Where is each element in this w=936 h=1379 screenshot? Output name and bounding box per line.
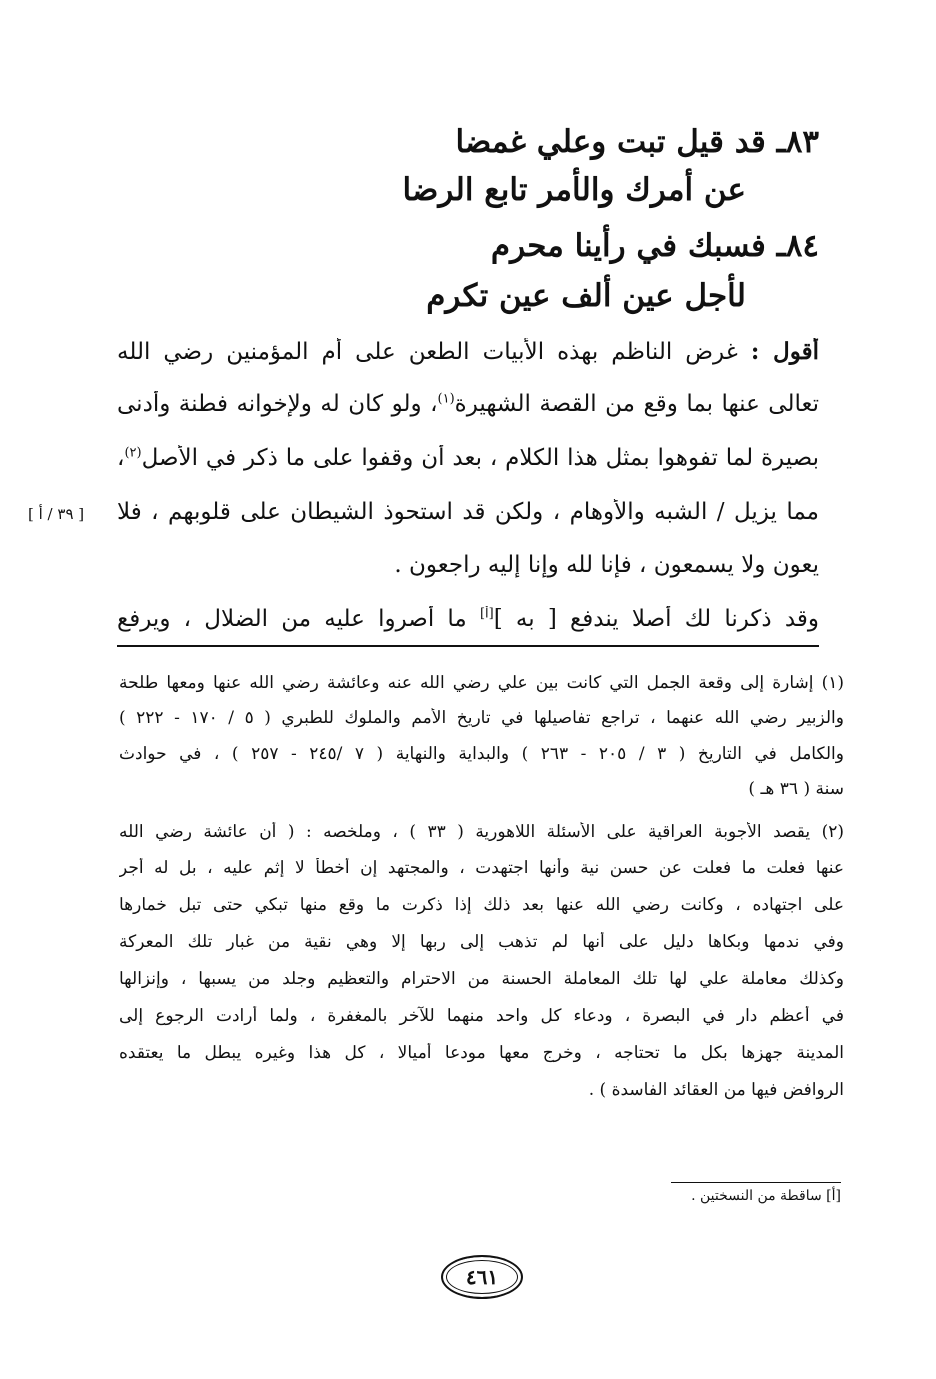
- body-text: ، ولو كان له ولإخوانه فطنة وأدنى: [117, 391, 438, 417]
- body-line-1: [117, 338, 819, 365]
- verse-84-second-hemistich: لأجل عين ألف عين تكرم: [426, 278, 746, 314]
- manuscript-folio-note: [ ٣٩ / أ ]: [28, 505, 85, 523]
- footnote-2-line: الروافض فيها من العقائد الفاسدة ) .: [588, 1080, 844, 1100]
- footnote-2-line: عنها فعلت ما فعلت عن حسن نية وأنها اجتهدت ، والمجتهد إن أخطأ لا إثم عليه ، بل له أجر: [119, 858, 844, 878]
- footnote-2-line: على اجتهاده ، وكانت رضي الله عنها بعد ذلك إذا ذكرت ما وقع منها تبكي حتى تبل خمارها: [119, 895, 844, 915]
- footnote-2-line: (٢) يقصد الأجوبة العراقية على الأسئلة اللاهورية ( ٣٣ ) ، وملخصه : ( أن عائشة رضي الله: [119, 822, 844, 842]
- body-line-4: مما يزيل / الشبه والأوهام ، ولكن قد استحوذ الشيطان على قلوبهم ، فلا: [117, 499, 819, 525]
- footnote-2-line: وفي ندمها وبكاها دليل على أنها لم تذهب إلى ربها إلا وهي نقية من غبار تلك المعركة: [119, 932, 844, 952]
- footnote-1-line: والكامل في التاريخ ( ٣ / ٢٠٥ - ٢٦٣ ) والبداية والنهاية ( ٧ /٢٤٥ - ٢٥٧ ) ، في حوادث: [119, 744, 844, 764]
- footnote-2-line: المدينة جهزها بكل ما تحتاجه ، وخرج معها مودعا أميالا ، كل هذا وغيره يبطل ما يعتقده: [119, 1043, 844, 1063]
- page-number: ٤٦١: [441, 1255, 523, 1299]
- editorial-note: [أ] ساقطة من النسختين .: [691, 1188, 841, 1204]
- body-line-5: يعون ولا يسمعون ، فإنا لله وإنا إليه راجعون .: [394, 552, 819, 578]
- body-line-3: [117, 445, 819, 471]
- verse-83-first-hemistich: ٨٣ـ قد قيل تبت وعلي غمضا: [455, 124, 819, 160]
- footnote-1-line: سنة ( ٣٦ هـ ): [748, 779, 844, 799]
- verse-83-second-hemistich: عن أمرك والأمر تابع الرضا: [402, 172, 746, 208]
- body-text: ما أصروا عليه من الضلال ، ويرفع: [117, 606, 467, 632]
- footnote-ref-2[interactable]: (٢): [124, 445, 142, 461]
- body-text: ،: [117, 445, 125, 471]
- editorial-ref[interactable]: [أ]: [479, 606, 494, 622]
- verse-84-first-hemistich: ٨٤ـ فسبك في رأينا محرم: [490, 228, 819, 264]
- body-line-6: [117, 606, 819, 632]
- body-text: وقد ذكرنا لك أصلا يندفع [ به ]: [493, 606, 819, 632]
- editorial-note-divider: [671, 1182, 841, 1183]
- footnote-1-line: والزبير رضي الله عنهما ، تراجع تفاصيلها في تاريخ الأمم والملوك للطبري ( ٥ / ١٧٠ - ٢٢٢ ): [119, 708, 844, 728]
- footnote-divider: [117, 645, 819, 647]
- body-text: بصيرة لما تفوهوا بمثل هذا الكلام ، بعد أن وقفوا على ما ذكر في الأصل: [141, 445, 819, 471]
- footnote-2-line: في أعظم دار في البصرة ، ودعاء كل واحد منهما للآخر بالمغفرة ، ولما أرادت الرجوع إلى: [119, 1006, 844, 1026]
- footnote-1-line: (١) إشارة إلى وقعة الجمل التي كانت بين علي رضي الله عنه وعائشة رضي الله عنها ومعها طلحة: [119, 673, 844, 693]
- body-text: تعالى عنها بما وقع من القصة الشهيرة: [454, 391, 819, 417]
- body-line-2: [117, 391, 819, 417]
- lead-word: أقول :: [750, 338, 819, 365]
- footnote-2-line: وكذلك معاملة علي لها تلك المعاملة الحسنة من الاحترام والتعظيم وجلد من يسبها ، وإنزالها: [119, 969, 844, 989]
- footnote-ref-1[interactable]: (١): [437, 391, 455, 407]
- body-text: غرض الناظم بهذه الأبيات الطعن على أم المؤمنين رضي الله: [117, 339, 738, 365]
